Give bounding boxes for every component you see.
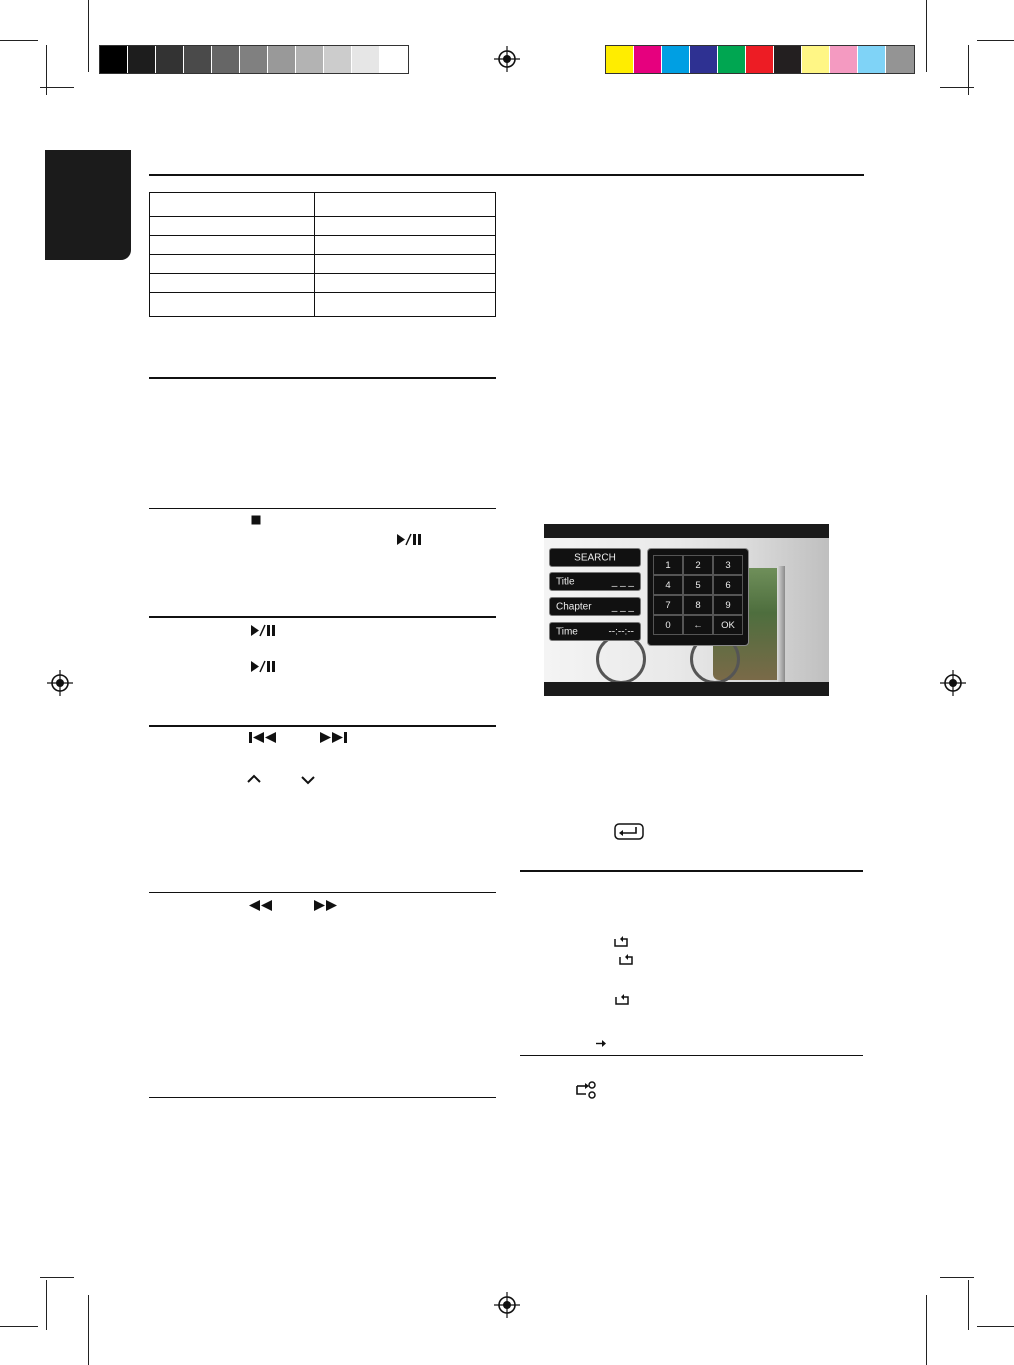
color-swatch: [858, 46, 886, 73]
process-color-bar: [605, 45, 915, 74]
crop-mark: [926, 0, 927, 72]
chevron-up-icon: [246, 774, 262, 784]
repeat-icon: [613, 993, 631, 1006]
registration-mark-icon: [940, 670, 966, 696]
keypad-key-3[interactable]: 3: [713, 555, 743, 575]
title-value: _ _ _: [611, 576, 634, 587]
info-table: [149, 192, 496, 317]
color-swatch: [690, 46, 718, 73]
next-track-icon: [318, 731, 348, 744]
color-swatch: [128, 46, 156, 73]
color-swatch: [184, 46, 212, 73]
section-rule: [149, 377, 496, 379]
crop-mark: [940, 1277, 974, 1278]
keypad-key-5[interactable]: 5: [683, 575, 713, 595]
table-row: [150, 293, 496, 317]
color-swatch: [746, 46, 774, 73]
keypad-key-9[interactable]: 9: [713, 595, 743, 615]
crop-mark: [968, 1280, 969, 1330]
table-row: [150, 274, 496, 293]
color-swatch: [156, 46, 184, 73]
color-swatch: [296, 46, 324, 73]
bicycle-wheel: [596, 634, 646, 684]
section-rule: [149, 616, 496, 618]
crop-mark: [40, 1277, 74, 1278]
numeric-keypad: [647, 548, 749, 646]
keypad-key-8[interactable]: 8: [683, 595, 713, 615]
scene-edge: [777, 566, 785, 684]
section-rule: [149, 892, 496, 893]
table-row: [150, 217, 496, 236]
crop-mark: [940, 87, 974, 88]
color-swatch: [240, 46, 268, 73]
fast-forward-icon: [312, 899, 338, 912]
color-swatch: [774, 46, 802, 73]
color-swatch: [634, 46, 662, 73]
color-swatch: [830, 46, 858, 73]
chapter-label: Chapter: [556, 601, 592, 612]
repeat-icon: [612, 935, 630, 948]
crop-mark: [40, 87, 74, 88]
section-rule: [149, 1097, 496, 1098]
search-label: SEARCH: [574, 552, 616, 563]
section-rule: [520, 870, 863, 872]
dvd-search-screenshot: [544, 524, 829, 696]
color-swatch: [268, 46, 296, 73]
repeat-icon: [617, 953, 635, 966]
title-field[interactable]: [549, 572, 641, 591]
keypad-ok-button[interactable]: OK: [713, 615, 743, 635]
section-rule: [520, 1055, 863, 1056]
crop-mark: [88, 0, 89, 72]
crop-mark: [46, 1280, 47, 1330]
color-swatch: [718, 46, 746, 73]
time-value: --:--:--: [608, 626, 634, 637]
play-pause-icon: [250, 660, 276, 673]
time-label: Time: [556, 626, 578, 637]
language-tab: [45, 150, 131, 260]
grayscale-color-bar: [99, 45, 409, 74]
arrow-right-icon: [595, 1039, 607, 1048]
crop-mark: [977, 1326, 1014, 1327]
search-header: [549, 548, 641, 567]
play-pause-icon: [396, 533, 422, 546]
title-label: Title: [556, 576, 575, 587]
color-swatch: [802, 46, 830, 73]
chapter-field[interactable]: [549, 597, 641, 616]
table-row: [150, 255, 496, 274]
keypad-key-2[interactable]: 2: [683, 555, 713, 575]
chapter-value: _ _ _: [611, 601, 634, 612]
crop-mark: [977, 40, 1014, 41]
color-swatch: [886, 46, 914, 73]
stop-icon: [251, 515, 261, 525]
registration-mark-icon: [494, 46, 520, 72]
time-field[interactable]: [549, 622, 641, 641]
crop-mark: [0, 1326, 38, 1327]
play-pause-icon: [250, 624, 276, 637]
color-swatch: [324, 46, 352, 73]
section-rule: [149, 725, 496, 727]
chevron-down-icon: [300, 775, 316, 785]
color-swatch: [100, 46, 128, 73]
enter-icon: [614, 823, 644, 840]
color-swatch: [352, 46, 380, 73]
keypad-key-7[interactable]: 7: [653, 595, 683, 615]
screen-top-bar: [544, 524, 829, 538]
header-rule: [149, 174, 864, 176]
keypad-key-0[interactable]: 0: [653, 615, 683, 635]
color-swatch: [606, 46, 634, 73]
rewind-icon: [248, 899, 274, 912]
keypad-key-1[interactable]: 1: [653, 555, 683, 575]
repeat-shuffle-icon: [574, 1080, 598, 1100]
color-swatch: [212, 46, 240, 73]
registration-mark-icon: [494, 1292, 520, 1318]
crop-mark: [926, 1295, 927, 1365]
previous-track-icon: [248, 731, 278, 744]
crop-mark: [0, 40, 38, 41]
registration-mark-icon: [47, 670, 73, 696]
screen-bottom-bar: [544, 682, 829, 696]
color-swatch: [662, 46, 690, 73]
crop-mark: [88, 1295, 89, 1365]
section-rule: [149, 508, 496, 509]
table-row: [150, 193, 496, 217]
table-row: [150, 236, 496, 255]
keypad-backspace-button[interactable]: ←: [683, 615, 713, 635]
color-swatch: [380, 46, 408, 73]
keypad-key-6[interactable]: 6: [713, 575, 743, 595]
keypad-key-4[interactable]: 4: [653, 575, 683, 595]
